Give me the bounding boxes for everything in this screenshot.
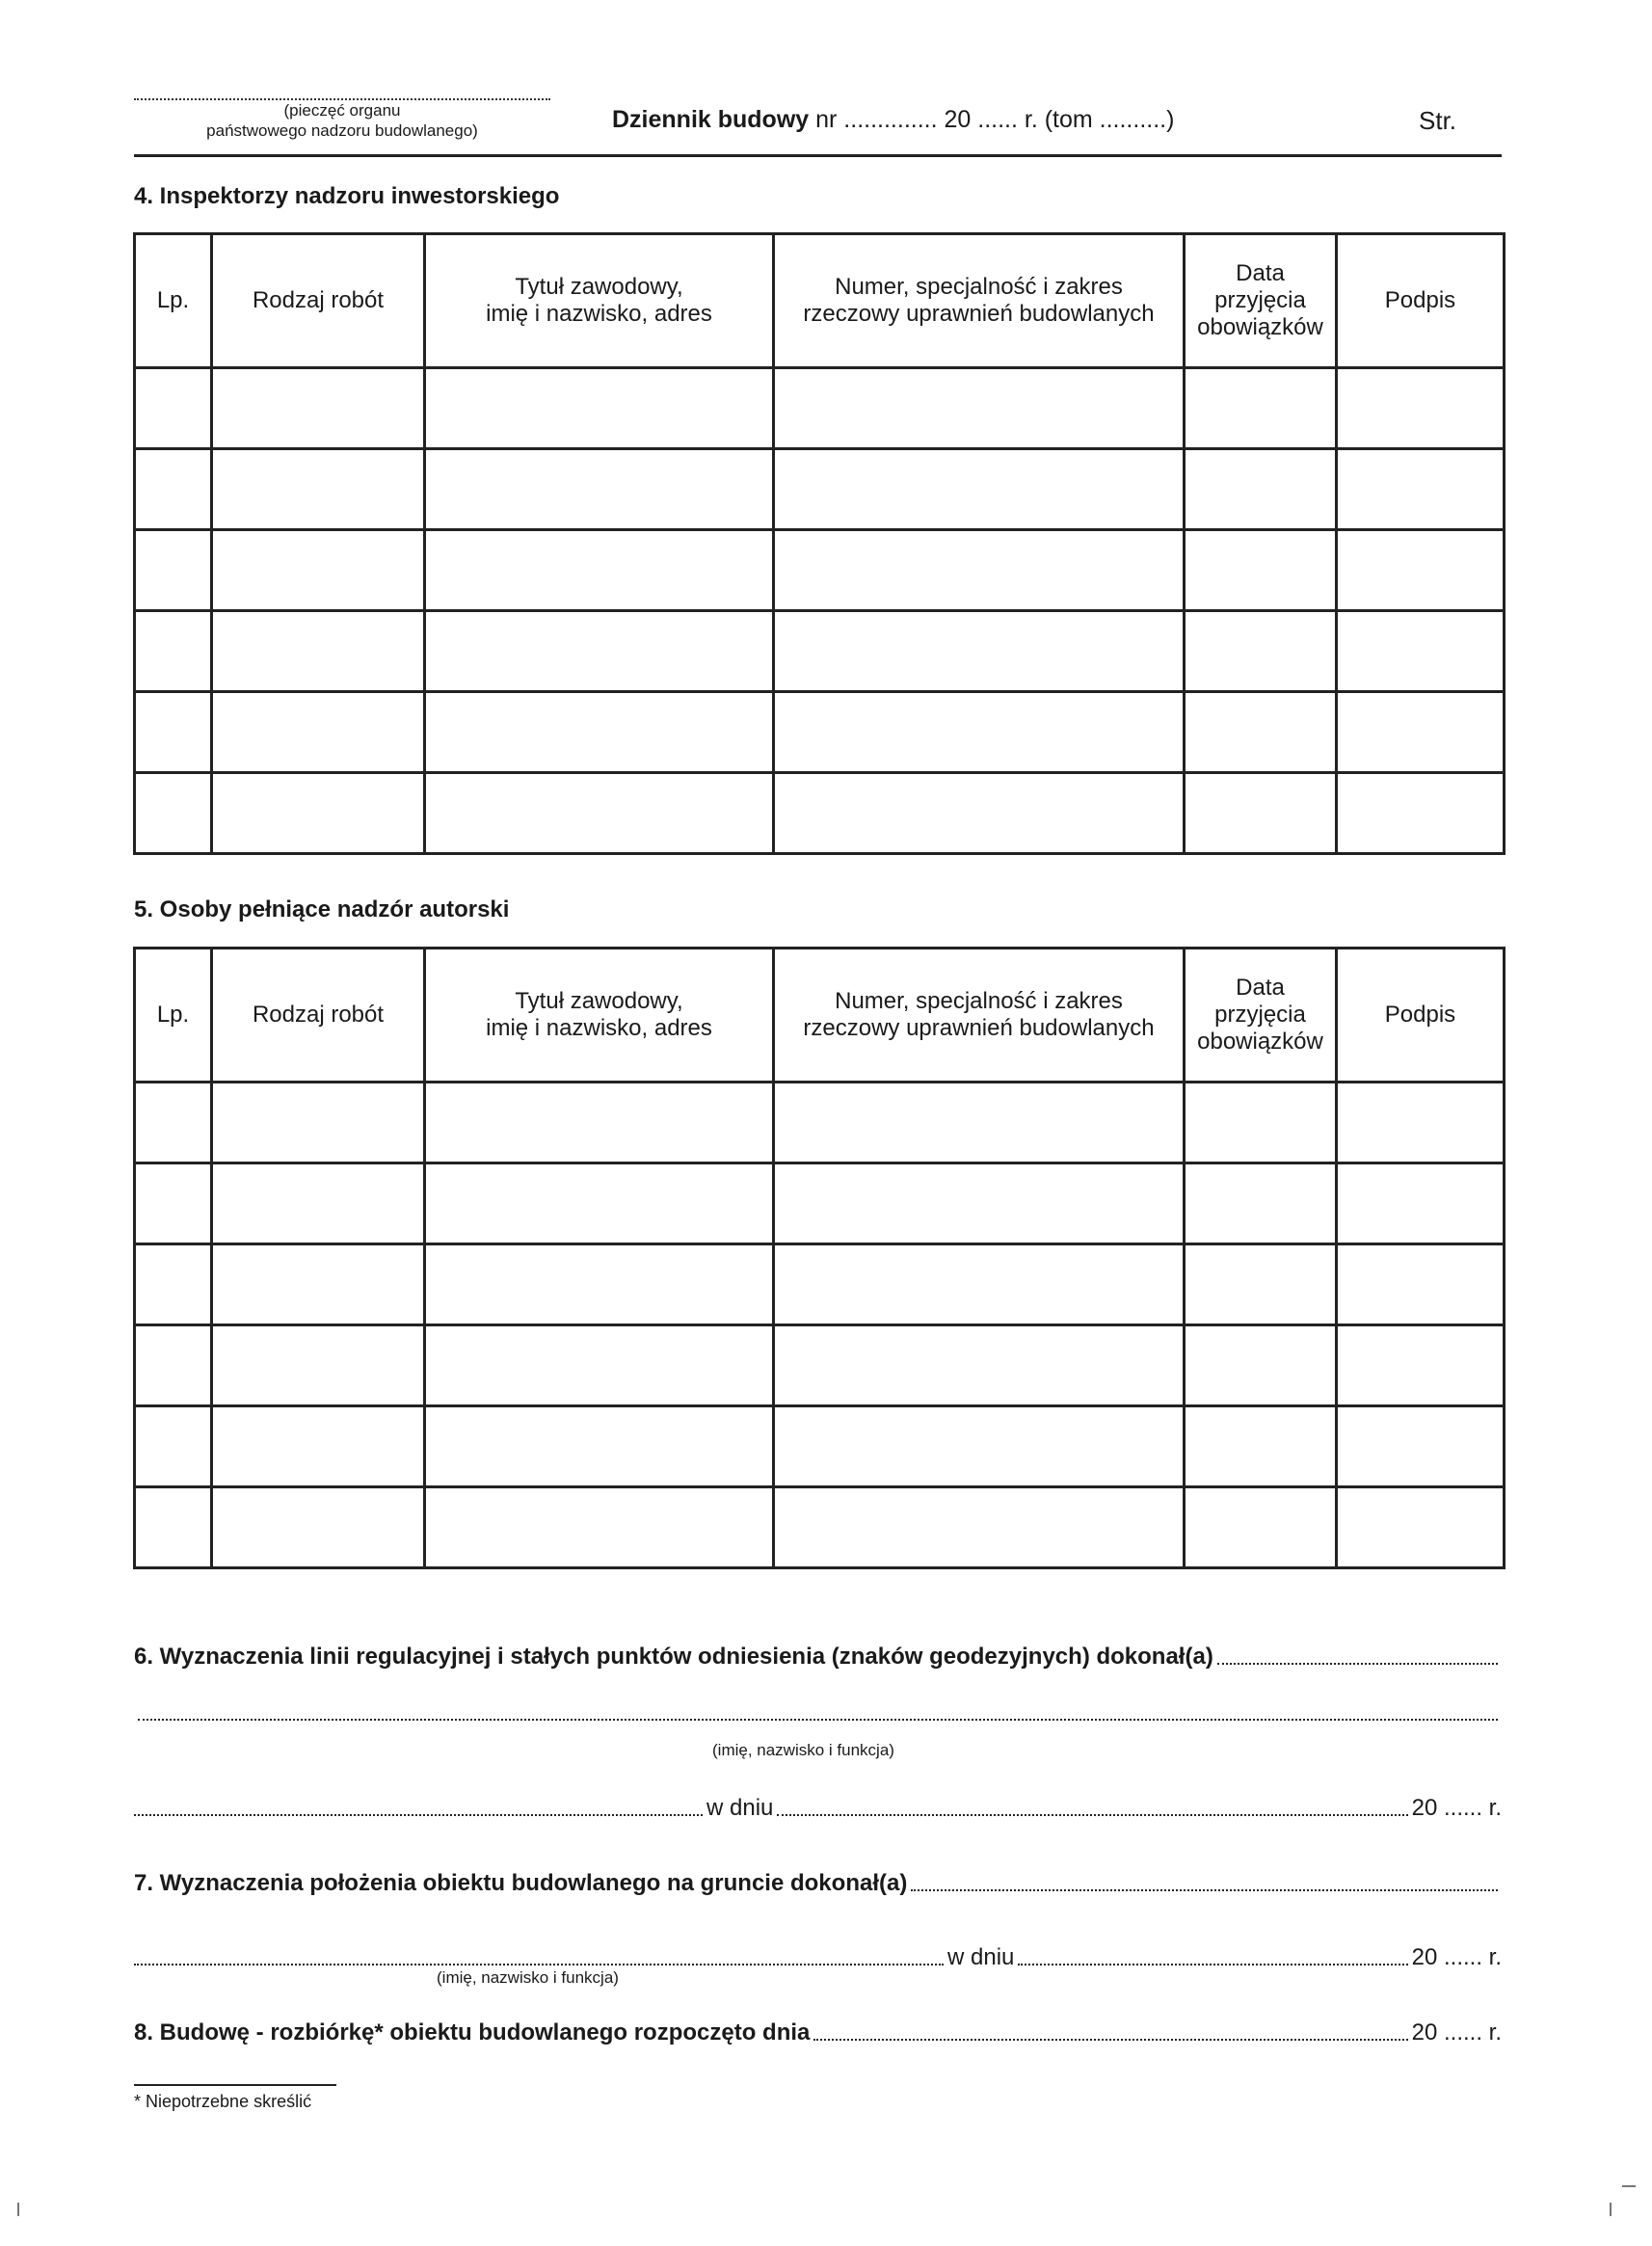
table-header-row	[135, 949, 1505, 1083]
section-6-caption: (imię, nazwisko i funkcja)	[712, 1741, 894, 1759]
table-row	[135, 368, 1505, 449]
section-5-title: 5. Osoby pełniące nadzór autorski	[134, 896, 510, 922]
section-7-date-line: w dniu 20 ...... r.	[134, 1944, 1502, 1971]
table-row	[135, 1487, 1505, 1568]
col-data: Data przyjęcia obowiązków	[1185, 949, 1337, 1083]
table-row	[135, 611, 1505, 692]
section-8-fill-dots[interactable]	[813, 2038, 1407, 2041]
section-7-caption: (imię, nazwisko i funkcja)	[437, 1968, 619, 1987]
stamp-label: (pieczęć organu państwowego nadzoru budowlanego)	[206, 101, 478, 140]
footnote: * Niepotrzebne skreślić	[134, 2092, 312, 2111]
table-row	[135, 1163, 1505, 1244]
col-podpis: Podpis	[1337, 949, 1505, 1083]
table-row	[135, 1406, 1505, 1487]
crop-mark	[1622, 2185, 1636, 2187]
page-title: Dziennik budowy nr .............. 20 ...... r. (tom ..........)	[612, 106, 1175, 133]
section-8-line: 8. Budowę - rozbiórkę* obiektu budowlanego rozpoczęto dnia 20 ...... r.	[134, 2019, 1502, 2045]
col-lp: Lp.	[135, 234, 212, 368]
stamp-dotted-line	[134, 85, 550, 100]
col-lp: Lp.	[135, 949, 212, 1083]
author-supervision-table	[133, 947, 1505, 1569]
table-row	[135, 1325, 1505, 1406]
section-6-fill-dots[interactable]	[1217, 1662, 1498, 1665]
col-numer: Numer, specjalność i zakres rzeczowy uprawnień budowlanych	[774, 949, 1185, 1083]
col-numer: Numer, specjalność i zakres rzeczowy uprawnień budowlanych	[774, 234, 1185, 368]
col-data: Data przyjęcia obowiązków	[1185, 234, 1337, 368]
section-7-fill-dots[interactable]	[911, 1888, 1498, 1891]
table-row	[135, 1244, 1505, 1325]
table-row	[135, 530, 1505, 611]
inspectors-table	[133, 232, 1505, 855]
col-rodzaj: Rodzaj robót	[212, 234, 425, 368]
footnote-rule	[134, 2084, 336, 2086]
col-tytul: Tytuł zawodowy, imię i nazwisko, adres	[425, 949, 774, 1083]
table-row	[135, 773, 1505, 854]
section-6-name-line[interactable]	[134, 1718, 1502, 1726]
col-rodzaj: Rodzaj robót	[212, 949, 425, 1083]
section-7-line: 7. Wyznaczenia położenia obiektu budowlanego na gruncie dokonał(a)	[134, 1870, 1502, 1897]
crop-mark	[17, 2203, 19, 2216]
section-4-title: 4. Inspektorzy nadzoru inwestorskiego	[134, 183, 560, 209]
section-6-date-line: w dniu 20 ...... r.	[134, 1795, 1502, 1822]
crop-mark	[1610, 2203, 1612, 2216]
page-number-label: Str.	[1419, 106, 1457, 135]
table-row	[135, 449, 1505, 530]
table-header-row	[135, 234, 1505, 368]
table-row	[135, 1083, 1505, 1163]
col-podpis: Podpis	[1337, 234, 1505, 368]
table-row	[135, 692, 1505, 773]
section-6-line: 6. Wyznaczenia linii regulacyjnej i stałych punktów odniesienia (znaków geodezyjnych) dokonał(a)	[134, 1644, 1502, 1671]
col-tytul: Tytuł zawodowy, imię i nazwisko, adres	[425, 234, 774, 368]
header-rule	[134, 154, 1502, 157]
